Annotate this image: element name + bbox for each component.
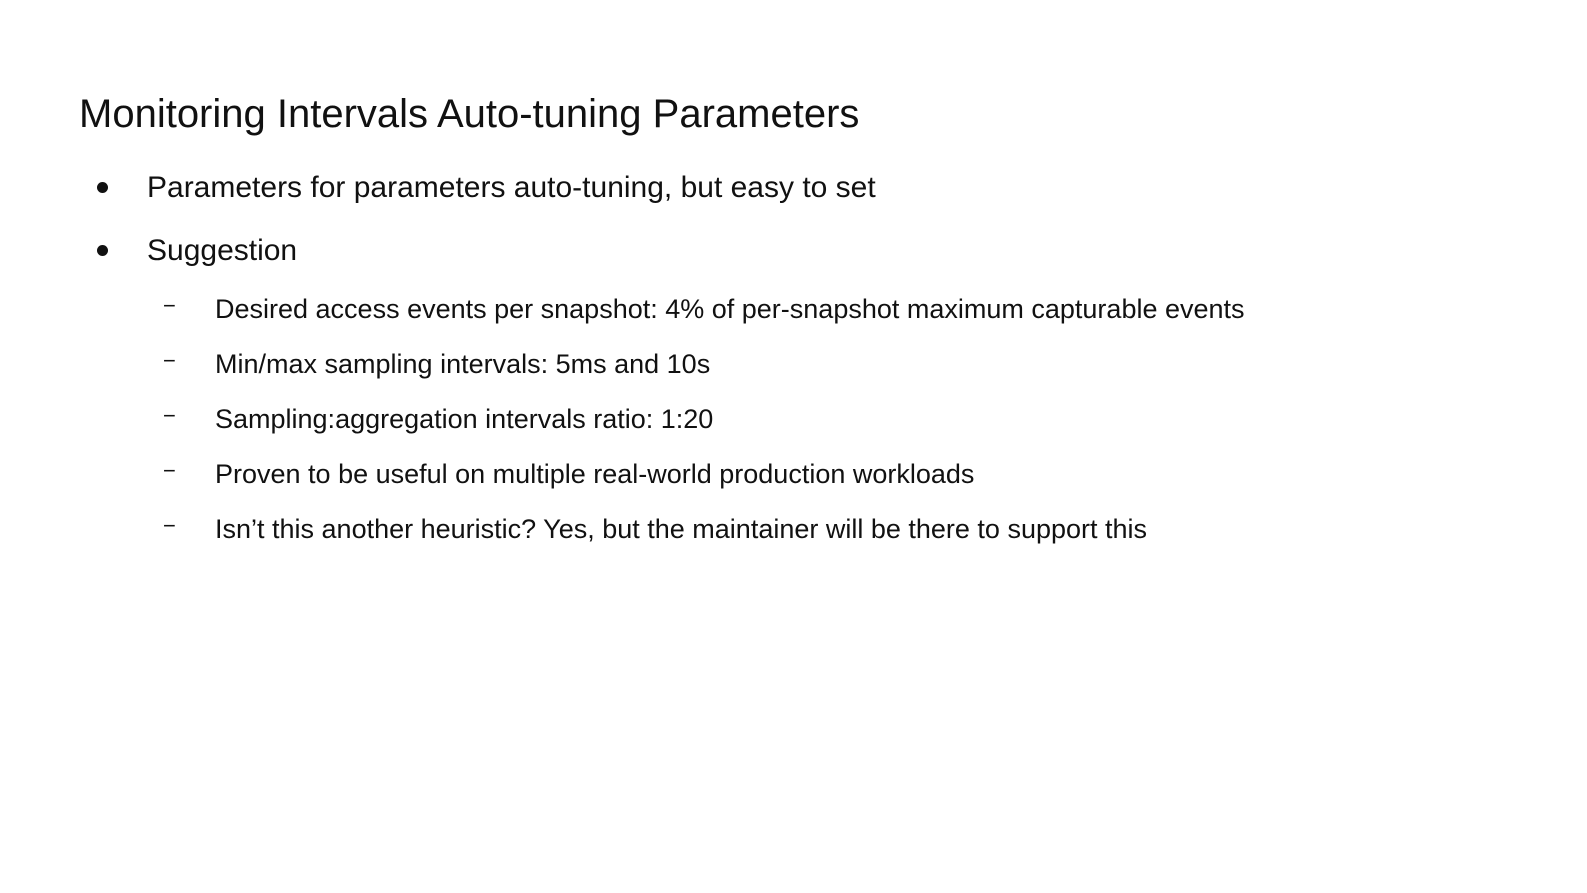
dash-icon: −: [163, 403, 176, 428]
dash-icon: −: [163, 293, 176, 318]
dash-icon: −: [163, 458, 176, 483]
bullet-dot-icon: [97, 182, 108, 193]
dash-icon: −: [163, 348, 176, 373]
sub-bullet-text: Desired access events per snapshot: 4% of per-snapshot maximum capturable events: [215, 294, 1245, 324]
slide-title: Monitoring Intervals Auto-tuning Parameters: [79, 92, 860, 136]
dash-icon: −: [163, 513, 176, 538]
sub-bullet-text: Isn’t this another heuristic? Yes, but the maintainer will be there to support this: [215, 514, 1148, 544]
sub-bullet-text: Proven to be useful on multiple real-world production workloads: [215, 459, 975, 489]
bullet-text: Suggestion: [147, 234, 298, 267]
sub-bullet-text: Sampling:aggregation intervals ratio: 1:20: [215, 404, 714, 434]
bullet-text: Parameters for parameters auto-tuning, but easy to set: [147, 171, 876, 204]
sub-bullet-text: Min/max sampling intervals: 5ms and 10s: [215, 349, 711, 379]
bullet-dot-icon: [97, 245, 108, 256]
